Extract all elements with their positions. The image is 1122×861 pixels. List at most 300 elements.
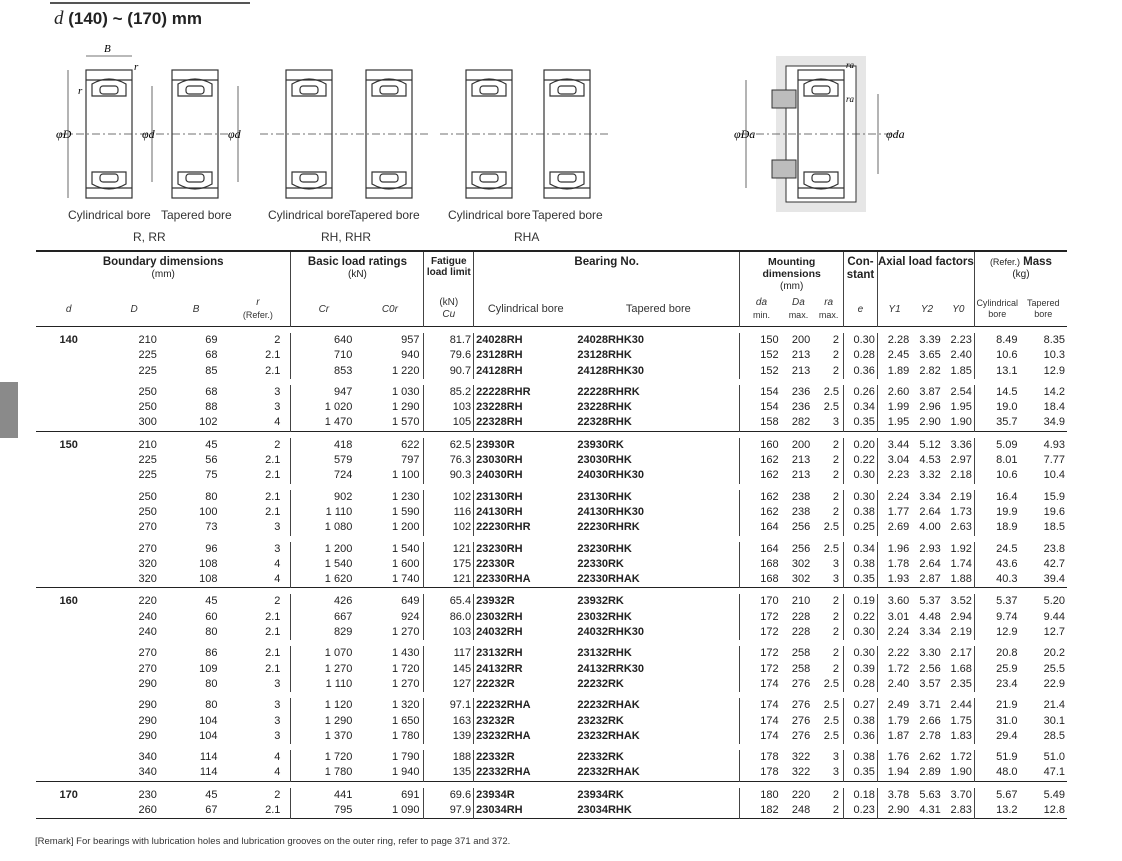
table-cell: 42.7 — [1043, 557, 1065, 570]
table-cell: 164 — [740, 520, 783, 535]
mounting-figure — [734, 56, 905, 212]
table-cell: 947 — [291, 385, 356, 400]
table-cell: 88 — [205, 401, 218, 414]
table-cell: 2.5 — [823, 714, 840, 727]
table-cell: 1 270 — [391, 626, 420, 639]
table-cell: 250 — [138, 385, 157, 398]
table-cell: 162 — [740, 468, 783, 483]
table-cell: 30.1 — [1043, 714, 1065, 727]
table-cell: 210 — [791, 595, 811, 608]
col-Y0: Y0 — [952, 303, 965, 315]
table-cell: 2.82 — [919, 364, 941, 377]
table-cell: 22230RHR — [474, 520, 578, 535]
table-cell: 23130RHK — [577, 490, 632, 503]
table-cell: 152 — [740, 348, 783, 363]
table-cell: 23030RH — [474, 453, 578, 468]
bearing-rha-tap-figure — [544, 70, 590, 198]
table-cell: 2.94 — [950, 610, 972, 623]
table-cell: 579 — [291, 453, 356, 468]
g3-type-label: RHA — [514, 230, 540, 244]
table-cell: 2.54 — [950, 385, 972, 398]
table-cell: 2.1 — [265, 662, 281, 675]
table-cell: 60 — [205, 610, 218, 623]
table-cell: 940 — [401, 349, 420, 362]
table-cell: 117 — [424, 646, 474, 661]
table-cell: 4.31 — [919, 804, 941, 817]
table-cell: 213 — [791, 454, 811, 467]
table-cell: 3.60 — [877, 594, 911, 609]
table-cell: 0.23 — [844, 803, 878, 819]
table-cell: 2.1 — [265, 364, 281, 377]
table-cell: 0.30 — [844, 646, 878, 661]
hdr-boundary-unit: (mm) — [151, 269, 175, 280]
table-row — [36, 610, 1067, 625]
table-cell: 258 — [791, 662, 811, 675]
col-C0r: C0r — [381, 303, 398, 315]
table-cell: 0.18 — [844, 788, 878, 803]
table-cell: 23132RHK — [577, 647, 632, 660]
table-cell: 12.9 — [974, 625, 1019, 640]
table-cell: 1 090 — [391, 804, 420, 817]
table-cell: 0.22 — [844, 610, 878, 625]
table-cell: 2.1 — [265, 469, 281, 482]
table-cell: 2 — [832, 490, 840, 503]
table-cell: 23034RHK — [577, 804, 632, 817]
col-mass-cyl2: bore — [988, 309, 1007, 319]
table-cell: 230 — [138, 788, 157, 801]
table-cell: 256 — [791, 521, 811, 534]
table-cell: 103 — [424, 625, 474, 640]
table-cell: 23128RH — [474, 348, 578, 363]
table-cell: 10.4 — [1043, 469, 1065, 482]
table-cell: 276 — [791, 714, 811, 727]
bore-d-cell — [36, 714, 101, 729]
col-Y1: Y1 — [877, 292, 911, 327]
table-cell: 22232R — [474, 677, 578, 692]
table-row — [36, 468, 1067, 483]
svg-text:φda: φda — [886, 127, 905, 141]
table-cell: 23934RK — [577, 788, 624, 801]
table-cell: 340 — [138, 766, 157, 779]
table-cell: 114 — [199, 766, 218, 779]
table-cell: 1 270 — [391, 677, 420, 690]
table-cell: 829 — [291, 625, 356, 640]
table-cell: 90.3 — [424, 468, 474, 483]
table-cell: 0.30 — [844, 468, 878, 483]
table-cell: 108 — [199, 557, 218, 570]
table-cell: 69 — [205, 334, 218, 346]
table-cell: 2.5 — [823, 542, 840, 555]
table-cell: 0.20 — [844, 438, 878, 453]
table-cell: 2.17 — [950, 647, 972, 660]
table-cell: 45 — [205, 788, 218, 801]
table-cell: 3 — [832, 573, 840, 586]
table-cell: 2 — [274, 438, 281, 451]
table-cell: 24032RHK30 — [577, 626, 645, 639]
table-cell: 127 — [424, 677, 474, 692]
table-cell: 1.94 — [877, 765, 911, 781]
svg-text:φDa: φDa — [734, 127, 756, 141]
table-cell: 22.9 — [1043, 677, 1065, 690]
table-cell: 10.6 — [974, 348, 1019, 363]
svg-text:ra: ra — [846, 94, 855, 104]
table-cell: 0.25 — [844, 520, 878, 535]
table-cell: 3.01 — [877, 610, 911, 625]
table-cell: 16.4 — [974, 490, 1019, 505]
table-cell: 228 — [791, 626, 811, 639]
bore-d-cell — [36, 572, 101, 588]
hdr-constant2: stant — [846, 269, 875, 281]
table-cell: 3.71 — [919, 699, 941, 712]
table-row — [36, 677, 1067, 692]
table-cell: 45 — [205, 438, 218, 451]
table-cell: 441 — [291, 788, 356, 803]
table-cell: 322 — [791, 751, 811, 764]
table-cell: 3.78 — [877, 788, 911, 803]
table-cell: 290 — [138, 677, 157, 690]
col-da: da — [755, 296, 768, 308]
hdr-fatigue: Fatigue — [431, 256, 467, 267]
table-cell: 902 — [291, 490, 356, 505]
table-cell: 102 — [199, 416, 218, 429]
table-cell: 2.1 — [265, 454, 281, 467]
table-cell: 24128RHK30 — [577, 364, 645, 377]
table-cell: 1 370 — [291, 729, 356, 744]
table-cell: 2.1 — [265, 804, 281, 817]
table-cell: 23132RH — [474, 646, 578, 661]
table-cell: 0.27 — [844, 698, 878, 713]
table-cell: 22230RHRK — [577, 521, 640, 534]
table-cell: 276 — [791, 699, 811, 712]
table-cell: 175 — [424, 557, 474, 572]
table-cell: 0.30 — [844, 333, 878, 348]
bore-d-cell — [36, 646, 101, 661]
table-cell: 172 — [740, 610, 783, 625]
table-row — [36, 415, 1067, 431]
dim-b-label: B — [104, 43, 111, 55]
table-cell: 3.70 — [950, 788, 972, 801]
g2-cyl-label: Cylindrical bore — [268, 208, 351, 222]
table-cell: 5.49 — [1043, 788, 1065, 801]
table-cell: 22330RHAK — [577, 573, 640, 586]
table-cell: 2 — [832, 454, 840, 467]
table-cell: 225 — [138, 349, 157, 362]
table-cell: 31.0 — [974, 714, 1019, 729]
table-cell: 56 — [205, 454, 218, 467]
table-cell: 1 540 — [391, 542, 420, 555]
table-cell: 0.36 — [844, 364, 878, 379]
table-cell: 2.19 — [950, 626, 972, 639]
table-cell: 10.6 — [974, 468, 1019, 483]
table-cell: 1 540 — [291, 557, 356, 572]
table-cell: 1 270 — [291, 662, 356, 677]
table-cell: 2.56 — [919, 662, 941, 675]
table-cell: 1 290 — [291, 714, 356, 729]
g1-type-label: R, RR — [133, 230, 166, 244]
table-cell: 178 — [740, 765, 783, 781]
table-cell: 75 — [205, 469, 218, 482]
hdr-fatigue2: load limit — [426, 267, 471, 278]
table-row — [36, 714, 1067, 729]
table-cell: 1.95 — [950, 401, 972, 414]
table-cell: 20.2 — [1043, 647, 1065, 660]
table-cell: 200 — [791, 334, 811, 346]
table-row — [36, 662, 1067, 677]
table-cell: 2 — [274, 334, 281, 346]
table-cell: 23934R — [474, 788, 578, 803]
table-cell: 2.89 — [919, 766, 941, 779]
table-cell: 2.96 — [919, 401, 941, 414]
table-cell: 1.85 — [950, 364, 972, 377]
table-cell: 1.90 — [950, 416, 972, 429]
table-cell: 24132RRK30 — [577, 662, 645, 675]
table-cell: 24132RR — [474, 662, 578, 677]
table-cell: 3 — [274, 542, 281, 555]
bore-d-cell — [36, 453, 101, 468]
table-cell: 0.38 — [844, 505, 878, 520]
table-cell: 210 — [138, 438, 157, 451]
hdr-constant: Con- — [847, 256, 874, 268]
table-cell: 0.28 — [844, 677, 878, 692]
table-cell: 102 — [424, 490, 474, 505]
table-cell: 256 — [791, 542, 811, 555]
table-cell: 172 — [740, 625, 783, 640]
table-row — [36, 788, 1067, 803]
table-cell: 3.36 — [950, 438, 972, 451]
page-heading — [54, 8, 202, 30]
table-cell: 12.8 — [1043, 804, 1065, 817]
table-cell: 3 — [274, 521, 281, 534]
table-cell: 0.26 — [844, 385, 878, 400]
table-cell: 34.9 — [1043, 416, 1065, 429]
table-cell: 2 — [274, 595, 281, 608]
col-d: d — [65, 303, 72, 315]
table-cell: 320 — [138, 557, 157, 570]
bore-d-cell: 160 — [59, 595, 78, 608]
table-cell: 1 290 — [391, 401, 420, 414]
table-cell: 2.5 — [823, 729, 840, 742]
table-cell: 51.0 — [1043, 751, 1065, 764]
table-cell: 1.76 — [877, 750, 911, 765]
table-cell: 1.77 — [877, 505, 911, 520]
table-cell: 1 070 — [291, 646, 356, 661]
table-cell: 0.30 — [844, 490, 878, 505]
table-cell: 22330RK — [577, 557, 624, 570]
hdr-boundary: Boundary dimensions — [102, 256, 224, 268]
table-cell: 2.93 — [919, 542, 941, 555]
table-cell: 1.99 — [877, 400, 911, 415]
table-cell: 178 — [740, 750, 783, 765]
table-cell: 0.28 — [844, 348, 878, 363]
table-cell: 164 — [740, 542, 783, 557]
table-cell: 68 — [205, 349, 218, 362]
table-cell: 302 — [791, 557, 811, 570]
table-cell: 5.37 — [974, 594, 1019, 609]
table-cell: 23228RHK — [577, 401, 632, 414]
table-cell: 23232RK — [577, 714, 624, 727]
g2-tap-label: Tapered bore — [349, 208, 420, 222]
table-cell: 22228RHR — [474, 385, 578, 400]
table-cell: 51.9 — [974, 750, 1019, 765]
table-cell: 168 — [740, 572, 783, 588]
table-cell: 2 — [832, 334, 840, 346]
table-cell: 22232RHA — [474, 698, 578, 713]
col-r-refer: (Refer.) — [242, 309, 273, 320]
table-cell: 2.1 — [265, 626, 281, 639]
table-cell: 23932RK — [577, 595, 624, 608]
svg-text:ra: ra — [846, 60, 855, 70]
table-cell: 3 — [274, 699, 281, 712]
table-cell: 250 — [138, 505, 157, 518]
table-cell: 24130RH — [474, 505, 578, 520]
table-cell: 2.35 — [950, 677, 972, 690]
bore-d-cell — [36, 677, 101, 692]
table-cell: 135 — [424, 765, 474, 781]
table-row — [36, 505, 1067, 520]
col-ra: ra — [824, 296, 834, 308]
table-cell: 97.9 — [424, 803, 474, 819]
table-cell: 1 110 — [291, 677, 356, 692]
table-row — [36, 364, 1067, 379]
table-cell: 1 620 — [291, 572, 356, 588]
table-cell: 236 — [791, 401, 811, 414]
table-cell: 24030RHK30 — [577, 469, 645, 482]
table-cell: 250 — [138, 401, 157, 414]
table-cell: 86 — [205, 647, 218, 660]
table-cell: 73 — [205, 521, 218, 534]
table-cell: 418 — [291, 438, 356, 453]
table-cell: 1.89 — [877, 364, 911, 379]
col-cyl-bore: Cylindrical bore — [474, 292, 578, 327]
table-cell: 3 — [832, 766, 840, 779]
g1-tap-label: Tapered bore — [161, 208, 232, 222]
table-cell: 4 — [274, 766, 281, 779]
table-cell: 139 — [424, 729, 474, 744]
table-cell: 85 — [205, 364, 218, 377]
bore-d-cell — [36, 415, 101, 431]
bore-d-cell — [36, 662, 101, 677]
col-da-min: min. — [752, 309, 770, 320]
table-cell: 2.5 — [823, 401, 840, 414]
table-cell: 225 — [138, 364, 157, 377]
table-row — [36, 520, 1067, 535]
table-cell: 290 — [138, 729, 157, 742]
table-cell: 22228RHRK — [577, 385, 640, 398]
g1-cyl-label: Cylindrical bore — [68, 208, 151, 222]
table-row — [36, 557, 1067, 572]
table-row — [36, 729, 1067, 744]
table-cell: 121 — [424, 542, 474, 557]
table-cell: 270 — [138, 521, 157, 534]
table-cell: 104 — [199, 714, 218, 727]
table-cell: 3 — [832, 751, 840, 764]
table-cell: 2 — [832, 364, 840, 377]
table-cell: 80 — [205, 490, 218, 503]
table-cell: 2.69 — [877, 520, 911, 535]
hdr-basic: Basic load ratings — [307, 256, 407, 268]
table-cell: 1 230 — [391, 490, 420, 503]
table-cell: 3 — [274, 401, 281, 414]
table-cell: 3.04 — [877, 453, 911, 468]
table-cell: 168 — [740, 557, 783, 572]
table-cell: 238 — [791, 490, 811, 503]
bore-d-cell — [36, 765, 101, 781]
table-cell: 2 — [832, 804, 840, 817]
table-cell: 22232RHAK — [577, 699, 640, 712]
table-cell: 228 — [791, 610, 811, 623]
bore-d-cell — [36, 542, 101, 557]
table-cell: 154 — [740, 385, 783, 400]
table-cell: 1 740 — [391, 573, 420, 586]
table-row — [36, 453, 1067, 468]
table-cell: 23032RHK — [577, 610, 632, 623]
table-cell: 35.7 — [974, 415, 1019, 431]
bore-d-cell — [36, 468, 101, 483]
table-cell: 1.96 — [877, 542, 911, 557]
table-cell: 23.8 — [1043, 542, 1065, 555]
table-cell: 0.22 — [844, 453, 878, 468]
table-row — [36, 438, 1067, 453]
col-r: r — [256, 296, 260, 308]
table-cell: 270 — [138, 542, 157, 555]
table-cell: 667 — [291, 610, 356, 625]
table-cell: 1.92 — [950, 542, 972, 555]
table-cell: 3.39 — [919, 334, 941, 346]
table-cell: 67 — [205, 804, 218, 817]
table-cell: 220 — [791, 788, 811, 801]
g2-type-label: RH, RHR — [321, 230, 371, 244]
col-Cr: Cr — [291, 292, 356, 327]
table-cell: 220 — [138, 595, 157, 608]
table-cell: 1.73 — [950, 505, 972, 518]
table-cell: 1.68 — [950, 662, 972, 675]
table-cell: 43.6 — [974, 557, 1019, 572]
table-cell: 180 — [740, 788, 783, 803]
table-cell: 1 220 — [391, 364, 420, 377]
table-cell: 320 — [138, 573, 157, 586]
table-cell: 23228RH — [474, 400, 578, 415]
table-cell: 260 — [138, 804, 157, 817]
table-cell: 22232RK — [577, 677, 624, 690]
table-cell: 1 020 — [291, 400, 356, 415]
table-cell: 3 — [274, 677, 281, 690]
table-cell: 4.93 — [1043, 438, 1065, 451]
table-cell: 3.52 — [950, 595, 972, 608]
top-rule — [50, 0, 250, 4]
table-cell: 47.1 — [1043, 766, 1065, 779]
table-cell: 2.23 — [950, 334, 972, 346]
table-cell: 2.1 — [265, 647, 281, 660]
table-cell: 225 — [138, 454, 157, 467]
hdr-axial: Axial load factors — [877, 256, 974, 268]
table-cell: 23932R — [474, 594, 578, 609]
table-cell: 162 — [740, 453, 783, 468]
table-cell: 8.01 — [974, 453, 1019, 468]
table-cell: 103 — [424, 400, 474, 415]
table-cell: 622 — [401, 438, 420, 451]
table-cell: 2.62 — [919, 751, 941, 764]
table-cell: 12.9 — [1043, 364, 1065, 377]
table-cell: 0.35 — [844, 415, 878, 431]
table-cell: 3.32 — [919, 469, 941, 482]
col-ra-max: max. — [818, 309, 839, 320]
table-cell: 2.24 — [877, 625, 911, 640]
table-cell: 4 — [274, 573, 281, 586]
hdr-mounting: Mounting dimensions — [762, 256, 821, 280]
table-cell: 290 — [138, 714, 157, 727]
table-row — [36, 572, 1067, 588]
svg-text:r: r — [134, 61, 139, 73]
